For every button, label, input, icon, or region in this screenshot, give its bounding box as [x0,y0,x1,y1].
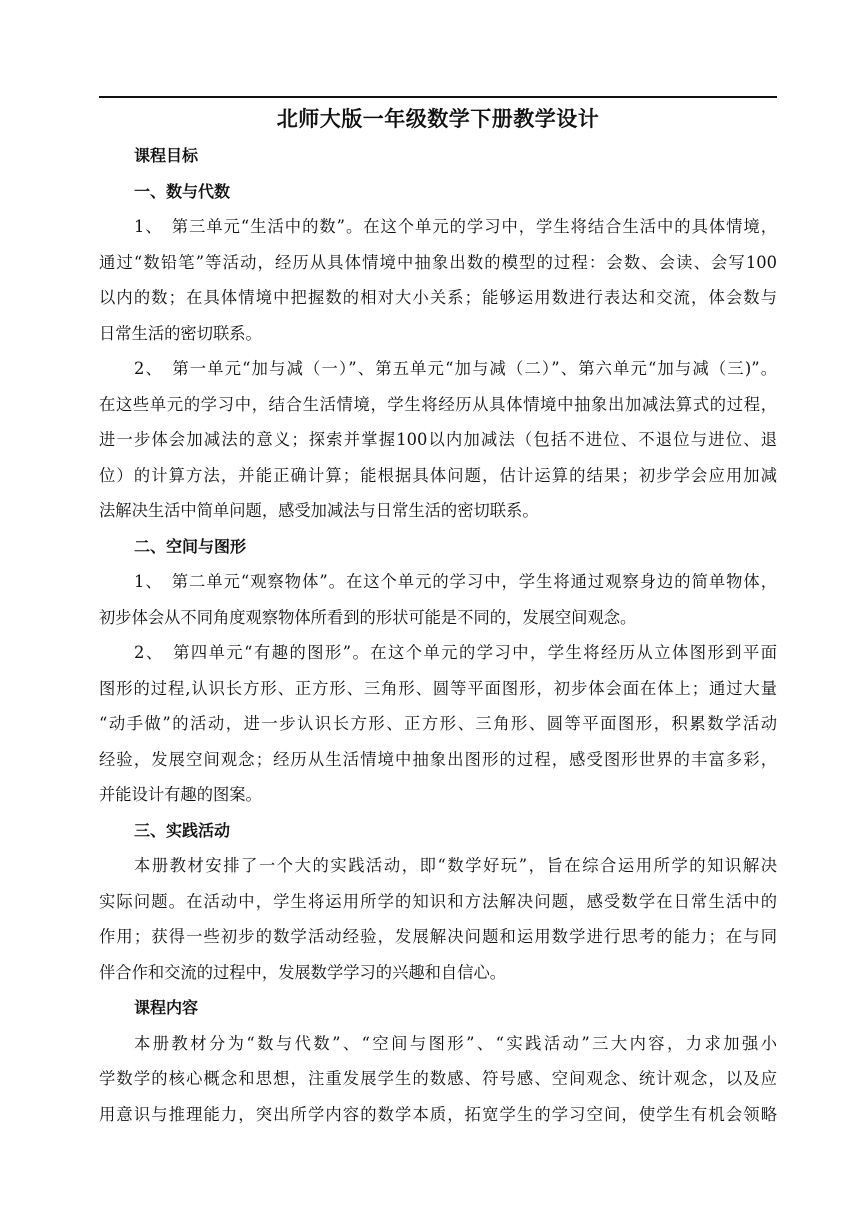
document-body [99,138,777,1132]
paragraph-line: 1、 第二单元“观察物体”。在这个单元的学习中，学生将通过观察身边的简单物体， [134,572,777,591]
paragraph-line: 2、 第四单元“有趣的图形”。在这个单元的学习中，学生将经历从立体图形到平面 [134,643,777,662]
section-heading: 课程目标 [134,146,199,165]
paragraph-line: 通过“数铅笔”等活动，经历从具体情境中抽象出数的模型的过程：会数、会读、会写100 [99,252,777,272]
paragraph-line: 经验，发展空间观念；经历从生活情境中抽象出图形的过程，感受图形世界的丰富多彩， [99,749,777,769]
paragraph-line: 以内的数；在具体情境中把握数的相对大小关系；能够运用数进行表达和交流，体会数与 [99,288,777,307]
paragraph-line: 2、 第一单元“加与减（一）”、第五单元“加与减（二）”、第六单元“加与减（三)”。 [134,359,777,378]
paragraph-line: 用意识与推理能力，突出所学内容的数学本质，拓宽学生的学习空间，使学生有机会领略 [99,1104,777,1124]
section-heading: 三、实践活动 [134,820,231,840]
section-heading: 课程内容 [134,998,199,1017]
paragraph-line: 本册教材分为“数与代数”、“空间与图形”、“实践活动”三大内容，力求加强小 [134,1033,777,1053]
paragraph-line: 进一步体会加减法的意义；探索并掌握100以内加减法（包括不进位、不退位与进位、退 [99,430,777,449]
paragraph-line: 图形的过程,认识长方形、正方形、三角形、圆等平面图形，初步体会面在体上；通过大量 [99,678,777,698]
paragraph-line: 在这些单元的学习中，结合生活情境，学生将经历从具体情境中抽象出加减法算式的过程， [99,394,777,414]
paragraph-line: 作用；获得一些初步的数学活动经验，发展解决问题和运用数学进行思考的能力；在与同 [99,927,777,946]
paragraph-line: 并能设计有趣的图案。 [99,785,262,804]
paragraph-line: 法解决生活中简单问题，感受加减法与日常生活的密切联系。 [99,501,539,520]
paragraph-line: 初步体会从不同角度观察物体所看到的形状可能是不同的，发展空间观念。 [99,607,637,627]
paragraph-line: 日常生活的密切联系。 [99,323,262,343]
section-heading: 一、数与代数 [134,181,231,201]
paragraph-line: 学数学的核心概念和思想，注重发展学生的数感、符号感、空间观念、统计观念，以及应 [99,1069,777,1088]
paragraph-line: 位）的计算方法，并能正确计算；能根据具体问题，估计运算的结果；初步学会应用加减 [99,465,777,485]
section-heading: 二、空间与图形 [134,536,247,556]
paragraph-line: “动手做”的活动，进一步认识长方形、正方形、三角形、圆等平面图形，积累数学活动 [99,714,777,733]
paragraph-line: 1、 第三单元“生活中的数”。在这个单元的学习中，学生将结合生活中的具体情境， [134,217,777,236]
header-rule [99,96,777,98]
paragraph-line: 实际问题。在活动中，学生将运用所学的知识和方法解决问题，感受数学在日常生活中的 [99,891,777,911]
paragraph-line: 本册教材安排了一个大的实践活动，即“数学好玩”，旨在综合运用所学的知识解决 [134,856,777,875]
paragraph-line: 伴合作和交流的过程中，发展数学学习的兴趣和自信心。 [99,962,507,982]
page-title: 北师大版一年级数学下册教学设计 [276,107,600,131]
